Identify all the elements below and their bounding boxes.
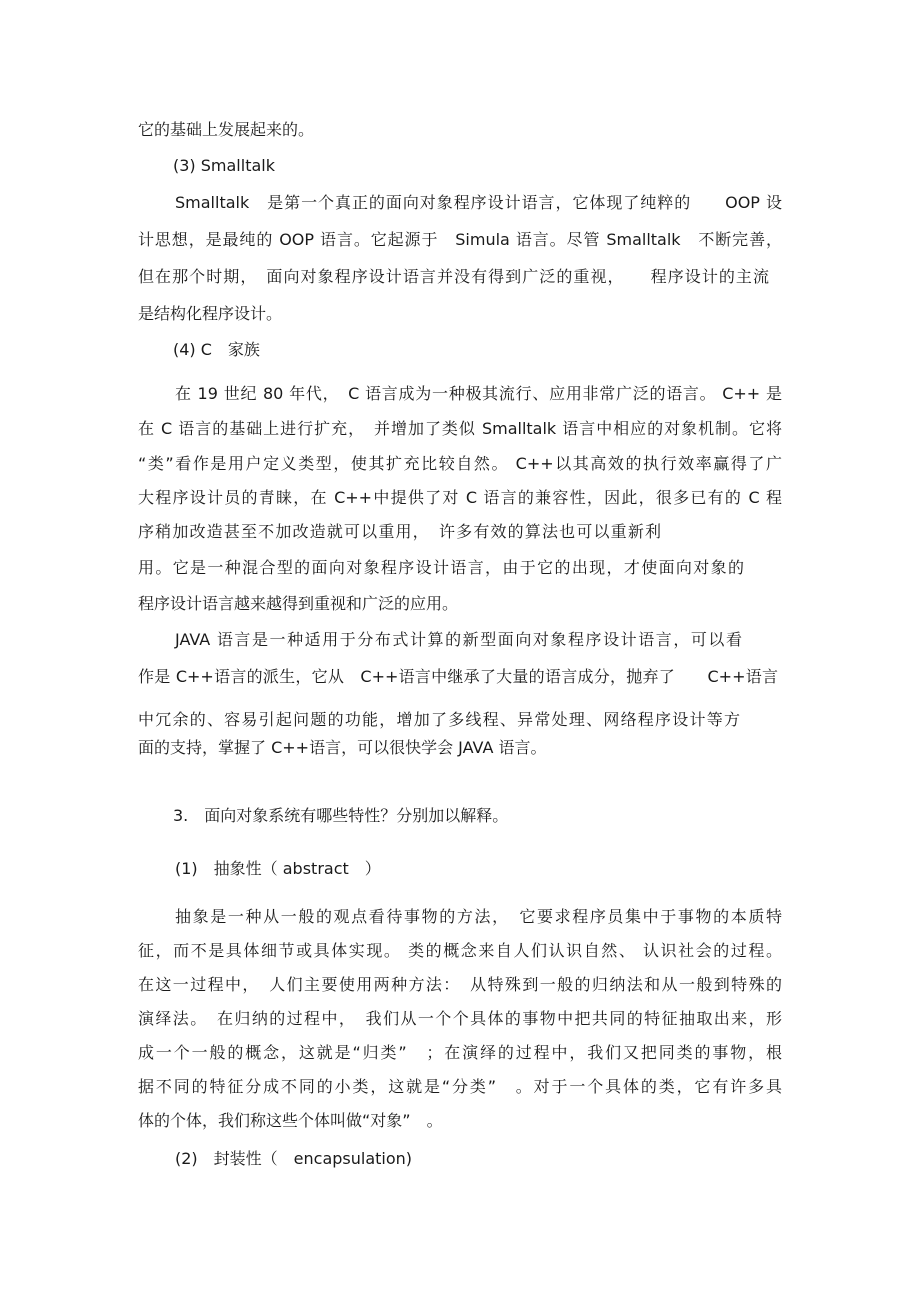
paragraph-line: 但在那个时期， 面向对象程序设计语言并没有得到广泛的重视， 程序设计的主流: [138, 267, 769, 286]
encapsulation-heading: (2) 封装性（ encapsulation): [175, 1149, 413, 1168]
paragraph-line: 序稍加改造甚至不加改造就可以重用， 许多有效的算法也可以重新利: [138, 522, 661, 541]
c-family-heading: (4) C 家族: [173, 340, 260, 359]
paragraph-line: 在 19 世纪 80 年代， C 语言成为一种极其流行、应用非常广泛的语言。 C++ 是: [175, 384, 782, 403]
paragraph-line: 大程序设计员的青睐，在 C++中提供了对 C 语言的兼容性，因此，很多已有的 C 程: [138, 488, 782, 507]
paragraph-line: “类”看作是用户定义类型，使其扩充比较自然。 C++以其高效的执行效率赢得了广: [138, 454, 782, 473]
paragraph-line: 在 C 语言的基础上进行扩充， 并增加了类似 Smalltalk 语言中相应的对象机制。它将: [138, 419, 782, 438]
paragraph-line: 它的基础上发展起来的。: [138, 120, 315, 139]
question-heading: 3. 面向对象系统有哪些特性？分别加以解释。: [173, 806, 509, 825]
paragraph-line: 作是 C++语言的派生，它从 C++语言中继承了大量的语言成分，抛弃了 C++语言: [138, 667, 778, 686]
paragraph-line: 中冗余的、容易引起问题的功能，增加了多线程、异常处理、网络程序设计等方: [138, 710, 740, 729]
paragraph-line: 面的支持，掌握了 C++语言，可以很快学会 JAVA 语言。: [138, 738, 547, 757]
paragraph-line: 程序设计语言越来越得到重视和广泛的应用。: [138, 594, 459, 613]
smalltalk-heading: (3) Smalltalk: [173, 156, 275, 175]
paragraph-line: Smalltalk 是第一个真正的面向对象程序设计语言，它体现了纯粹的 OOP 设: [175, 193, 782, 212]
paragraph-line: JAVA 语言是一种适用于分布式计算的新型面向对象程序设计语言，可以看: [175, 630, 742, 649]
paragraph-line: 成一个一般的概念，这就是“归类” ；在演绎的过程中，我们又把同类的事物，根: [138, 1043, 782, 1062]
paragraph-line: 在这一过程中， 人们主要使用两种方法： 从特殊到一般的归纳法和从一般到特殊的: [138, 975, 782, 994]
paragraph-line: 计思想，是最纯的 OOP 语言。它起源于 Simula 语言。尽管 Smalltalk 不断完善，: [138, 230, 782, 249]
paragraph-line: 是结构化程序设计。: [138, 304, 283, 323]
paragraph-line: 据不同的特征分成不同的小类，这就是“分类” 。对于一个具体的类，它有许多具: [138, 1077, 782, 1096]
paragraph-line: 用。它是一种混合型的面向对象程序设计语言，由于它的出现，才使面向对象的: [138, 558, 744, 577]
abstraction-heading: (1) 抽象性（ abstract ）: [175, 859, 381, 878]
paragraph-line: 演绎法。 在归纳的过程中， 我们从一个个具体的事物中把共同的特征抽取出来，形: [138, 1009, 782, 1028]
paragraph-line: 体的个体，我们称这些个体叫做“对象” 。: [138, 1111, 443, 1130]
paragraph-line: 抽象是一种从一般的观点看待事物的方法， 它要求程序员集中于事物的本质特: [175, 907, 782, 926]
paragraph-line: 征，而不是具体细节或具体实现。 类的概念来自人们认识自然、 认识社会的过程。: [138, 941, 782, 960]
